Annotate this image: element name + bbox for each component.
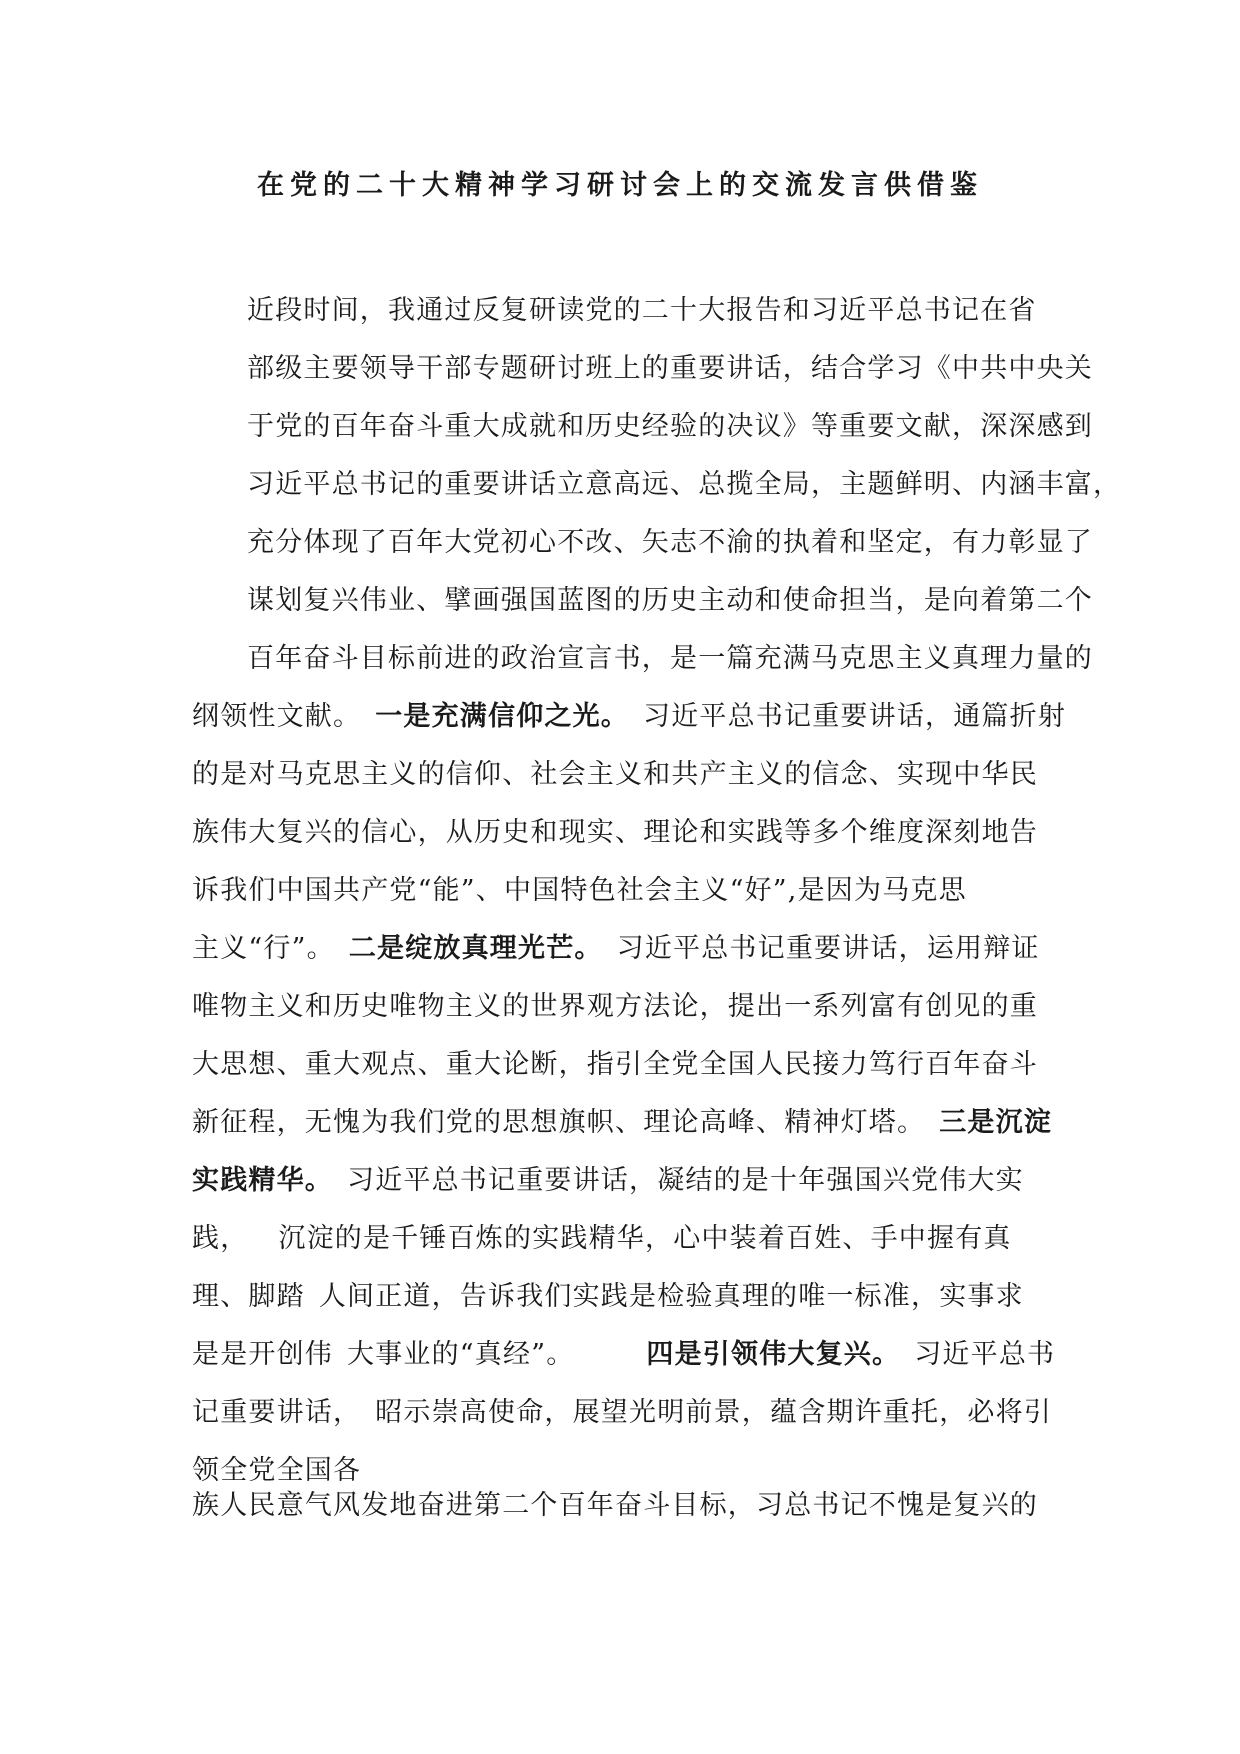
point-4-title: 四是引领伟大复兴。 — [646, 1339, 901, 1370]
text-line: 是是开创伟 大事业的“真经”。 四是引领伟大复兴。 习近平总书 — [192, 1339, 1056, 1370]
text-line: 习近平总书记的重要讲话立意高远、总揽全局，主题鲜明、内涵丰富， — [247, 469, 1122, 500]
paragraph-main — [192, 282, 1122, 1500]
text-line: 大思想、重大观点、重大论断，指引全党全国人民接力笃行百年奋斗 — [192, 1049, 1038, 1080]
text-line: 族人民意气风发地奋进第二个百年奋斗目标，习总书记不愧是复兴的 — [192, 1490, 1038, 1521]
text-line: 理、脚踏 人间正道，告诉我们实践是检验真理的唯一标准，实事求 — [192, 1281, 1024, 1312]
text-line: 诉我们中国共产党“能”、中国特色社会主义“好”,是因为马克思 — [192, 875, 967, 906]
text-line: 的是对马克思主义的信仰、社会主义和共产主义的信念、实现中华民 — [192, 759, 1038, 790]
text-line: 族伟大复兴的信心，从历史和现实、理论和实践等多个维度深刻地告 — [192, 817, 1038, 848]
point-3-title: 三是沉淀 — [939, 1107, 1053, 1138]
text-line: 践， 沉淀的是千锤百炼的实践精华，心中装着百姓、手中握有真 — [192, 1223, 1012, 1254]
text-line: 领全党全国各 — [192, 1455, 362, 1486]
paragraph-continuation — [192, 1477, 1054, 1535]
text-line: 主义“行”。 二是绽放真理光芒。 习近平总书记重要讲话，运用辩证 — [192, 933, 1040, 964]
text-line: 部级主要领导干部专题研讨班上的重要讲话，结合学习《中共中央关 — [247, 353, 1093, 384]
text-line: 谋划复兴伟业、擘画强国蓝图的历史主动和使命担当，是向着第二个 — [247, 585, 1093, 616]
document-title: 在党的二十大精神学习研讨会上的交流发言供借鉴 — [257, 170, 983, 201]
text-line: 百年奋斗目标前进的政治宣言书，是一篇充满马克思主义真理力量的 — [247, 643, 1093, 674]
text-line: 近段时间，我通过反复研读党的二十大报告和习近平总书记在省 — [247, 295, 1037, 326]
text-line: 充分体现了百年大党初心不改、矢志不渝的执着和坚定，有力彰显了 — [247, 527, 1093, 558]
text-line: 唯物主义和历史唯物主义的世界观方法论，提出一系列富有创见的重 — [192, 991, 1038, 1022]
text-line: 实践精华。 习近平总书记重要讲话，凝结的是十年强国兴党伟大实 — [192, 1165, 1024, 1196]
text-line: 于党的百年奋斗重大成就和历史经验的决议》等重要文献，深深感到 — [247, 411, 1093, 442]
text-line: 新征程，无愧为我们党的思想旗帜、理论高峰、精神灯塔。 三是沉淀 — [192, 1107, 1053, 1138]
point-3-title-cont: 实践精华。 — [192, 1165, 333, 1196]
text-line: 记重要讲话， 昭示崇高使命，展望光明前景，蕴含期许重托，必将引 — [192, 1397, 1053, 1428]
point-1-title: 一是充满信仰之光。 — [375, 701, 630, 732]
text-line: 纲领性文献。 一是充满信仰之光。 习近平总书记重要讲话，通篇折射 — [192, 701, 1067, 732]
point-2-title: 二是绽放真理光芒。 — [348, 933, 603, 964]
